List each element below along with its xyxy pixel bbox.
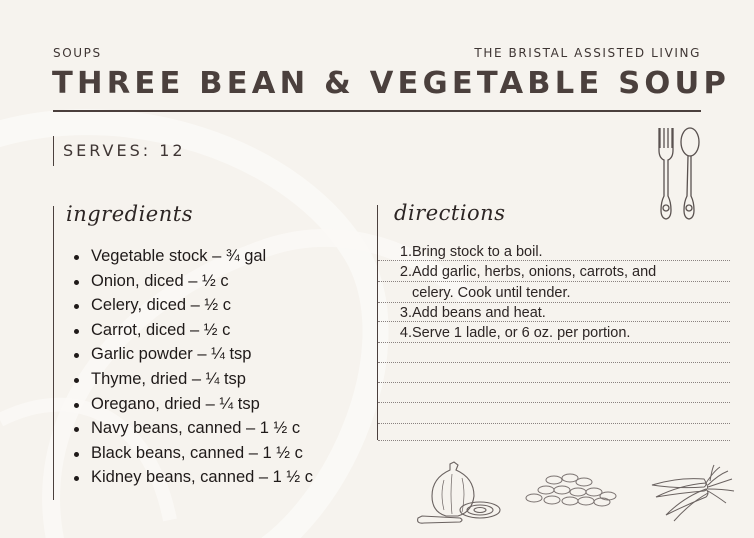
direction-step-continued <box>412 283 571 303</box>
ingredient-item: Black beans, canned – 1 ½ c <box>91 441 313 466</box>
ingredients-list <box>54 244 313 490</box>
ingredient-item: Carrot, diced – ½ c <box>91 318 313 343</box>
recipe-category: SOUPS <box>53 46 102 60</box>
step-number: 4. <box>399 325 412 341</box>
directions-heading: directions <box>394 201 506 225</box>
ruled-line <box>378 440 730 441</box>
direction-step <box>398 262 656 282</box>
ingredient-item: Garlic powder – ¼ tsp <box>91 342 313 367</box>
organization-name: THE BRISTAL ASSISTED LIVING <box>474 46 701 60</box>
ingredient-item: Oregano, dried – ¼ tsp <box>91 392 313 417</box>
step-number: 2. <box>399 264 412 280</box>
ruled-line <box>378 362 730 363</box>
ingredients-section <box>53 202 354 500</box>
step-text: celery. Cook until tender. <box>412 285 571 301</box>
ingredient-item: Thyme, dried – ¼ tsp <box>91 367 313 392</box>
direction-step <box>398 242 543 262</box>
ingredients-heading: ingredients <box>66 202 193 226</box>
ingredient-item: Kidney beans, canned – 1 ½ c <box>91 465 313 490</box>
ruled-line <box>378 382 730 383</box>
step-number: 3. <box>399 305 412 321</box>
ingredient-item: Celery, diced – ½ c <box>91 293 313 318</box>
onion-icon <box>414 460 504 526</box>
ingredient-item: Vegetable stock – ¾ gal <box>91 244 313 269</box>
carrots-icon <box>648 463 738 525</box>
ruled-line <box>378 402 730 403</box>
recipe-title: THREE BEAN & VEGETABLE SOUP <box>52 66 731 101</box>
beans-icon <box>524 470 620 510</box>
step-text: Add garlic, herbs, onions, carrots, and <box>412 264 657 280</box>
step-text: Serve 1 ladle, or 6 oz. per portion. <box>412 325 631 341</box>
step-text: Bring stock to a boil. <box>412 244 543 260</box>
ruled-line <box>378 423 730 424</box>
directions-section <box>377 201 730 440</box>
step-text: Add beans and heat. <box>412 305 546 321</box>
direction-step <box>398 323 630 343</box>
direction-step <box>398 303 546 323</box>
step-number: 1. <box>399 244 412 260</box>
serves-count: SERVES: 12 <box>53 136 186 166</box>
title-divider <box>53 110 701 112</box>
ingredient-item: Onion, diced – ½ c <box>91 269 313 294</box>
ingredient-item: Navy beans, canned – 1 ½ c <box>91 416 313 441</box>
